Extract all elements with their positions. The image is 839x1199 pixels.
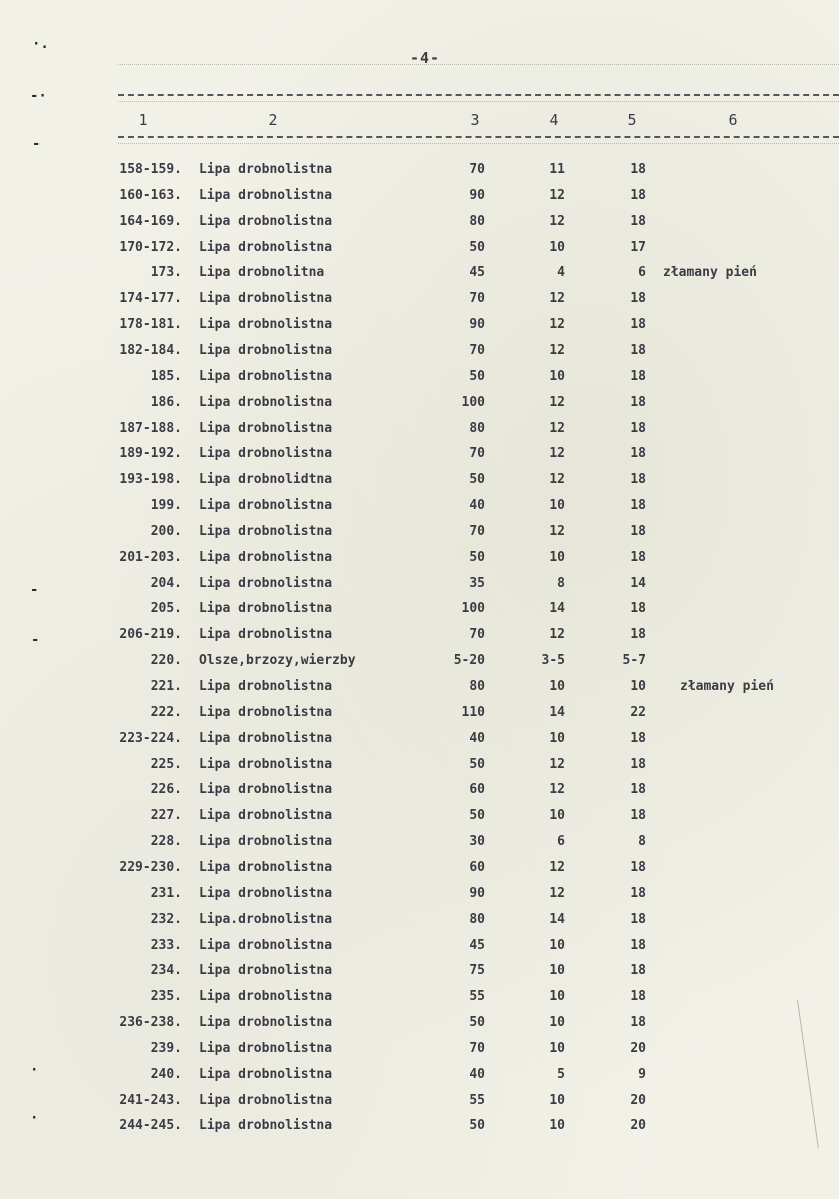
tree-species: Lipa drobnolidtna [199,472,333,488]
row-number: 201-203. [119,549,182,565]
tree-species: Lipa drobnolistna [199,162,333,177]
table-row [0,782,839,804]
value-col-5: 20 [630,1040,646,1056]
dotted-separator-lower [118,143,839,144]
table-row [0,576,839,598]
row-number: 239. [150,1040,182,1056]
table-row [0,472,839,494]
tree-species: Lipa drobnolistna [199,368,333,384]
value-col-3: 70 [469,342,485,358]
row-number: 225. [150,756,182,772]
value-col-5: 18 [630,859,646,875]
value-col-5: 18 [630,989,646,1005]
tree-species: Lipa drobnolitna [199,265,325,281]
row-number: 189-192. [119,446,182,462]
row-number: 221. [150,679,182,694]
table-row [0,369,839,391]
table-row [0,317,839,339]
value-col-5: 20 [630,1118,646,1134]
table-row [0,188,839,210]
value-col-5: 8 [638,834,646,850]
value-col-5: 18 [630,601,646,617]
value-col-5: 18 [630,187,646,203]
row-number: 158-159. [119,162,182,177]
value-col-5: 18 [630,394,646,410]
value-col-3: 70 [469,523,485,539]
value-col-5: 18 [630,472,646,488]
value-col-5: 18 [630,291,646,307]
value-col-5: 17 [630,239,646,255]
value-col-5: 18 [630,498,646,514]
value-col-3: 80 [469,911,485,927]
value-col-4: 12 [549,420,565,436]
tree-species: Lipa drobnolistna [199,756,333,772]
value-col-3: 70 [469,627,485,643]
value-col-5: 18 [630,627,646,643]
value-col-4: 12 [549,885,565,901]
row-number: 241-243. [119,1092,182,1108]
tree-species: Lipa drobnolistna [199,627,333,643]
column-header-2: 2 [268,111,278,129]
value-col-4: 4 [557,265,565,281]
tree-species: Lipa drobnolistna [199,1118,333,1134]
value-col-4: 12 [549,213,565,229]
margin-mark: - [32,136,41,152]
value-col-4: 12 [549,627,565,643]
value-col-4: 12 [549,187,565,203]
tree-species: Lipa drobnolistna [199,601,333,617]
tree-species: Lipa drobnolistna [199,989,333,1005]
table-row [0,731,839,753]
tree-species: Lipa drobnolistna [199,187,333,203]
tree-species: Lipa drobnolistna [199,420,333,436]
value-col-4: 10 [549,498,565,514]
value-col-3: 110 [461,704,485,720]
tree-species: Lipa.drobnolistna [199,911,333,927]
tree-species: Lipa drobnolistna [199,1092,333,1108]
row-number: 185. [150,368,182,384]
tree-species: Lipa drobnolistna [199,885,333,901]
row-number: 205. [150,601,182,617]
value-col-4: 12 [549,394,565,410]
table-top-rule [118,94,839,96]
value-col-4: 10 [549,963,565,979]
value-col-3: 50 [469,549,485,565]
dotted-separator-upper [118,101,839,102]
value-col-3: 55 [469,1092,485,1108]
tree-species: Lipa drobnolistna [199,213,333,229]
row-number: 234. [150,963,182,979]
table-row [0,963,839,985]
value-col-3: 50 [469,239,485,255]
row-number: 174-177. [119,291,182,307]
tree-species: Lipa drobnolistna [199,1040,333,1056]
value-col-3: 50 [469,756,485,772]
margin-mark: - [31,632,40,648]
table-row [0,291,839,313]
table-row [0,524,839,546]
value-col-4: 12 [549,446,565,462]
value-col-5: 18 [630,342,646,358]
value-col-3: 40 [469,1066,485,1082]
value-col-4: 3-5 [541,653,565,669]
value-col-3: 80 [469,213,485,229]
dotted-separator-top [118,64,839,65]
table-row [0,446,839,468]
value-col-4: 10 [549,549,565,565]
value-col-3: 50 [469,472,485,488]
value-col-5: 5-7 [622,653,646,669]
row-number: 227. [150,808,182,824]
margin-mark: · [30,1110,39,1126]
value-col-5: 18 [630,756,646,772]
value-col-3: 50 [469,1015,485,1031]
value-col-4: 10 [549,937,565,953]
row-number: 182-184. [119,342,182,358]
tree-species: Lipa drobnolistna [199,498,333,514]
value-col-5: 18 [630,885,646,901]
value-col-3: 35 [469,575,485,591]
column-header-3: 3 [470,111,480,129]
table-row [0,860,839,882]
table-row [0,421,839,443]
value-col-5: 18 [630,911,646,927]
table-row [0,653,839,675]
value-col-3: 55 [469,989,485,1005]
column-header-4: 4 [549,111,559,129]
value-col-4: 10 [549,989,565,1005]
tree-species: Lipa drobnolistna [199,342,333,358]
row-number: 220. [150,653,182,669]
table-row [0,162,839,184]
value-col-3: 70 [469,446,485,462]
table-row [0,886,839,908]
tree-species: Lipa drobnolistna [199,782,333,798]
value-col-5: 18 [630,368,646,384]
tree-species: Lipa drobnolistna [199,523,333,539]
tree-species: Lipa drobnolistna [199,446,333,462]
tree-species: Lipa drobnolistna [199,963,333,979]
value-col-4: 6 [557,834,565,850]
value-col-5: 9 [638,1066,646,1082]
value-col-3: 50 [469,808,485,824]
tree-species: Lipa drobnolistna [199,679,333,694]
row-number: 229-230. [119,859,182,875]
value-col-3: 50 [469,1118,485,1134]
value-col-5: 18 [630,420,646,436]
tree-species: Lipa drobnolistna [199,394,333,410]
value-col-3: 90 [469,885,485,901]
value-col-4: 11 [549,162,565,177]
value-col-4: 10 [549,808,565,824]
value-col-3: 100 [461,394,485,410]
value-col-3: 40 [469,730,485,746]
table-row [0,989,839,1011]
row-number: 204. [150,575,182,591]
value-col-4: 14 [549,911,565,927]
value-col-4: 8 [557,575,565,591]
value-col-5: 18 [630,162,646,177]
value-col-5: 18 [630,963,646,979]
remark: złamany pień [680,679,774,694]
value-col-4: 12 [549,782,565,798]
row-number: 160-163. [119,187,182,203]
value-col-3: 75 [469,963,485,979]
value-col-4: 12 [549,291,565,307]
value-col-4: 10 [549,239,565,255]
value-col-4: 10 [549,1118,565,1134]
value-col-4: 10 [549,1015,565,1031]
value-col-4: 12 [549,342,565,358]
value-col-5: 18 [630,808,646,824]
row-number: 222. [150,704,182,720]
value-col-4: 12 [549,756,565,772]
column-header-6: 6 [728,111,738,129]
value-col-4: 10 [549,1092,565,1108]
table-row [0,834,839,856]
value-col-3: 70 [469,1040,485,1056]
table-row [0,1118,839,1140]
table-row [0,498,839,520]
value-col-5: 18 [630,317,646,333]
page-number: -4- [409,49,441,67]
remark: złamany pień [663,265,757,281]
value-col-5: 18 [630,446,646,462]
row-number: 244-245. [119,1118,182,1134]
value-col-4: 14 [549,601,565,617]
table-row [0,265,839,287]
value-col-3: 45 [469,265,485,281]
row-number: 187-188. [119,420,182,436]
row-number: 186. [150,394,182,410]
value-col-4: 10 [549,730,565,746]
value-col-3: 70 [469,291,485,307]
value-col-4: 12 [549,523,565,539]
table-row [0,1015,839,1037]
value-col-4: 12 [549,472,565,488]
value-col-5: 18 [630,523,646,539]
value-col-3: 90 [469,187,485,203]
margin-mark: · [30,1062,39,1078]
table-row [0,395,839,417]
value-col-3: 40 [469,498,485,514]
tree-species: Lipa drobnolistna [199,291,333,307]
row-number: 206-219. [119,627,182,643]
value-col-3: 50 [469,368,485,384]
table-row [0,938,839,960]
value-col-3: 90 [469,317,485,333]
row-number: 170-172. [119,239,182,255]
tree-species: Lipa drobnolistna [199,549,333,565]
row-number: 235. [150,989,182,1005]
row-number: 173. [150,265,182,281]
table-row [0,550,839,572]
margin-mark: - [30,582,39,598]
value-col-5: 18 [630,549,646,565]
table-row [0,912,839,934]
value-col-5: 18 [630,782,646,798]
tree-species: Lipa drobnolistna [199,704,333,720]
value-col-3: 70 [469,162,485,177]
value-col-5: 6 [638,265,646,281]
row-number: 193-198. [119,472,182,488]
column-header-1: 1 [138,111,148,129]
value-col-4: 10 [549,368,565,384]
table-row [0,214,839,236]
value-col-5: 18 [630,213,646,229]
column-header-5: 5 [627,111,637,129]
value-col-4: 5 [557,1066,565,1082]
table-row [0,343,839,365]
table-row [0,601,839,623]
value-col-5: 22 [630,704,646,720]
row-number: 231. [150,885,182,901]
table-row [0,1093,839,1115]
table-row [0,240,839,262]
value-col-5: 18 [630,730,646,746]
row-number: 236-238. [119,1015,182,1031]
value-col-3: 80 [469,420,485,436]
table-header-rule [118,136,839,138]
value-col-4: 10 [549,679,565,694]
value-col-5: 18 [630,1015,646,1031]
value-col-4: 10 [549,1040,565,1056]
row-number: 228. [150,834,182,850]
value-col-3: 60 [469,782,485,798]
tree-species: Lipa drobnolistna [199,317,333,333]
value-col-3: 80 [469,679,485,694]
row-number: 164-169. [119,213,182,229]
tree-species: Olsze,brzozy,wierzby [199,653,356,669]
value-col-5: 10 [630,679,646,694]
value-col-3: 60 [469,859,485,875]
tree-species: Lipa drobnolistna [199,730,333,746]
margin-mark: -· [30,88,47,104]
row-number: 226. [150,782,182,798]
table-row [0,1067,839,1089]
value-col-4: 14 [549,704,565,720]
row-number: 240. [150,1066,182,1082]
row-number: 200. [150,523,182,539]
tree-species: Lipa drobnolistna [199,937,333,953]
value-col-5: 18 [630,937,646,953]
tree-species: Lipa drobnolistna [199,239,333,255]
table-row [0,627,839,649]
row-number: 178-181. [119,317,182,333]
value-col-3: 5-20 [453,653,485,669]
table-row [0,808,839,830]
tree-species: Lipa drobnolistna [199,808,333,824]
table-row [0,705,839,727]
row-number: 199. [150,498,182,514]
row-number: 223-224. [119,730,182,746]
row-number: 233. [150,937,182,953]
value-col-4: 12 [549,317,565,333]
margin-mark: ·. [32,36,49,52]
table-row [0,757,839,779]
value-col-5: 20 [630,1092,646,1108]
tree-species: Lipa drobnolistna [199,1066,333,1082]
tree-species: Lipa drobnolistna [199,834,333,850]
tree-species: Lipa drobnolistna [199,1015,333,1031]
value-col-5: 14 [630,575,646,591]
value-col-3: 100 [461,601,485,617]
row-number: 232. [150,911,182,927]
value-col-3: 45 [469,937,485,953]
table-row [0,1041,839,1063]
tree-species: Lipa drobnolistna [199,575,333,591]
tree-species: Lipa drobnolistna [199,859,333,875]
table-row [0,679,839,701]
value-col-4: 12 [549,859,565,875]
value-col-3: 30 [469,834,485,850]
